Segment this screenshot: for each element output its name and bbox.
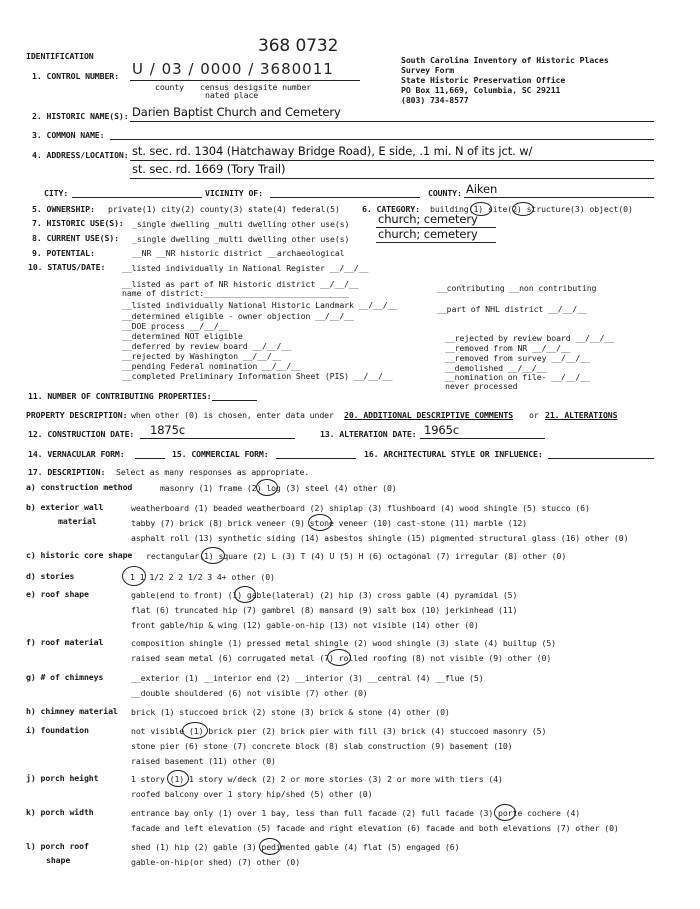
office-line-2: Survey Form — [401, 65, 455, 75]
exterior-wall-line-2: tabby (7) brick (8) brick veneer (9) stone veneer (10) cast-stone (11) marble (12) — [131, 518, 528, 528]
status-left-7: __deferred by review board __/__/__ — [122, 341, 292, 351]
status-right-top-1: __part of NHL district __/__/__ — [437, 304, 587, 314]
current-use-options: _single dwelling _multi dwelling other use(s) — [132, 234, 350, 244]
core-shape-label: c) historic core shape — [26, 550, 133, 560]
common-name-label: 3. COMMON NAME: — [32, 130, 105, 140]
status-right-5: never processed — [445, 381, 518, 391]
status-right-1: __removed from NR __/__/__ — [445, 343, 571, 353]
historic-use-label: 7. HISTORIC USE(S): — [32, 218, 124, 228]
category-label: 6. CATEGORY: — [362, 204, 420, 214]
circle-gable — [259, 838, 281, 855]
status-left-3: __listed individually National Historic Landmark __/__/__ — [122, 300, 398, 310]
city-label: CITY: — [44, 188, 69, 198]
roof-shape-line-1: gable(end to front) (1) gable(lateral) (2) hip (3) cross gable (4) pyramidal (5) — [131, 590, 518, 600]
description-text: Select as many responses as appropriate. — [116, 467, 310, 477]
exterior-wall-label-2: material — [58, 516, 97, 526]
control-number-label: 1. CONTROL NUMBER: — [32, 71, 119, 81]
porch-roof-line-2: gable-on-hip(or shed) (7) other (0) — [131, 857, 301, 867]
circle-full-facade — [494, 804, 516, 821]
exterior-wall-line-1: weatherboard (1) beaded weatherboard (2) shiplap (3) flushboard (4) wood shingle (5) stucco (6) — [131, 503, 590, 513]
foundation-label: i) foundation — [26, 725, 89, 735]
control-sub-census: census desig- — [200, 82, 263, 92]
property-description-prefix: PROPERTY DESCRIPTION: — [26, 410, 128, 420]
chimneys-line-2: __double shouldered (6) not visible (7) other (0) — [131, 688, 368, 698]
status-left-9: __pending Federal nomination __/__/__ — [122, 361, 301, 371]
circle-brick-veneer — [308, 514, 332, 531]
roof-material-label: f) roof material — [26, 637, 104, 647]
roof-material-line-2: raised seam metal (6) corrugated metal (7) rolled roofing (8) not visible (9) other (0) — [131, 653, 552, 663]
status-left-10: __completed Preliminary Information Sheet (PIS) __/__/__ — [122, 371, 393, 381]
roof-material-line-1: composition shingle (1) pressed metal shingle (2) wood shingle (3) slate (4) builtup (5) — [131, 638, 556, 648]
status-right-top-0: __contributing __non contributing — [437, 283, 597, 293]
office-line-5: (803) 734-8577 — [401, 95, 469, 105]
historic-name-label: 2. HISTORIC NAME(S): — [32, 111, 129, 121]
porch-height-label: j) porch height — [26, 773, 99, 783]
vernacular-form-label: 14. VERNACULAR FORM: — [28, 449, 125, 459]
chimney-material-options: brick (1) stuccoed brick (2) stone (3) brick & stone (4) other (0) — [131, 707, 450, 717]
status-left-4: __determined eligible - owner objection __/__/__ — [122, 311, 354, 321]
category-options: building(1) site(2) structure(3) object(0) — [430, 204, 633, 214]
chimneys-line-1: __exterior (1) __interior end (2) __interior (3) __central (4) __flue (5) — [131, 673, 484, 683]
exterior-wall-line-3: asphalt roll (13) synthetic siding (14) asbestos shingle (15) pigmented structural glass (16) other (0) — [131, 533, 629, 543]
porch-height-line-2: roofed balcony over 1 story hip/shed (5) other (0) — [131, 789, 373, 799]
foundation-line-3: raised basement (11) other (0) — [131, 756, 276, 766]
property-description-or: or — [529, 410, 539, 420]
architectural-style-label: 16. ARCHITECTURAL STYLE OR INFLUENCE: — [364, 449, 543, 459]
circle-not-visible — [182, 722, 208, 739]
current-use-label: 8. CURRENT USE(S): — [32, 233, 119, 243]
construction-method-options: masonry (1) frame (2) log (3) steel (4) other (0) — [160, 483, 397, 493]
county-value: Aiken — [466, 182, 498, 196]
control-sub-site: site number — [258, 82, 312, 92]
foundation-line-1: not visible (1) brick pier (2) brick pier with fill (3) brick (4) stuccoed masonry (5) — [131, 726, 547, 736]
historic-use-options: _single dwelling _multi dwelling other use(s) — [132, 219, 350, 229]
circle-1-story — [167, 770, 189, 787]
ownership-label: 5. OWNERSHIP: — [32, 204, 95, 214]
status-right-3: __demolished __/__/__ — [445, 363, 547, 373]
status-right-0: __rejected by review board __/__/__ — [445, 333, 615, 343]
vicinity-label: VICINITY OF: — [205, 188, 263, 198]
core-shape-options: rectangular(1) square (2) L (3) T (4) U (5) H (6) octagonal (7) irregular (8) other (0) — [146, 551, 567, 561]
property-description-text: when other (0) is chosen, enter data under — [131, 410, 334, 420]
circle-frame — [256, 479, 278, 496]
porch-width-line-2: facade and left elevation (5) facade and right elevation (6) facade and both elevations (7) other (0) — [131, 823, 619, 833]
status-label: 10. STATUS/DATE: — [28, 262, 106, 272]
porch-roof-line-1: shed (1) hip (2) gable (3) pedimented gable (4) flat (5) engaged (6) — [131, 842, 460, 852]
commercial-form-label: 15. COMMERCIAL FORM: — [172, 449, 269, 459]
construction-date-value: 1875c — [150, 423, 186, 437]
contributing-properties-label: 11. NUMBER OF CONTRIBUTING PROPERTIES: — [28, 391, 212, 401]
address-line-1: st. sec. rd. 1304 (Hatchaway Bridge Road), E side, .1 mi. N of its jct. w/ — [132, 144, 533, 158]
status-left-8: __rejected by Washington __/__/__ — [122, 351, 282, 361]
foundation-line-2: stone pier (6) stone (7) concrete block (8) slab construction (9) basement (10) — [131, 741, 513, 751]
porch-height-line-1: 1 story (1) 1 story w/deck (2) 2 or more stories (3) 2 or more with tiers (4) — [131, 774, 503, 784]
porch-roof-label: l) porch roof — [26, 841, 89, 851]
county-label: COUNTY: — [428, 188, 462, 198]
status-right-4: __nomination on file- __/__/__ — [445, 372, 590, 382]
handwritten-number: 368 0732 — [258, 36, 339, 56]
porch-width-line-1: entrance bay only (1) over 1 bay, less than full facade (2) full facade (3) porte cochere (4) — [131, 808, 581, 818]
control-number-value: U / 03 / 0000 / 3680011 — [132, 60, 334, 78]
alteration-date-value: 1965c — [424, 423, 460, 437]
construction-method-label: a) construction method — [26, 482, 133, 492]
category-circle-site — [512, 202, 534, 216]
circle-stories-1 — [122, 566, 146, 586]
address-label: 4. ADDRESS/LOCATION: — [32, 150, 129, 160]
property-description-ref1: 20. ADDITIONAL DESCRIPTIVE COMMENTS — [344, 410, 514, 420]
potential-label: 9. POTENTIAL: — [32, 248, 95, 258]
status-left-0: __listed individually in National Register __/__/__ — [122, 263, 369, 273]
construction-date-label: 12. CONSTRUCTION DATE: — [28, 429, 135, 439]
chimney-material-label: h) chimney material — [26, 706, 118, 716]
address-line-2: st. sec. rd. 1669 (Tory Trail) — [132, 162, 286, 176]
identification-heading: IDENTIFICATION — [26, 51, 94, 61]
potential-options: __NR __NR historic district __archaeological — [132, 248, 345, 258]
ownership-options: private(1) city(2) county(3) state(4) federal(5) — [108, 204, 340, 214]
historic-name-value: Darien Baptist Church and Cemetery — [132, 105, 341, 119]
property-description-ref2: 21. ALTERATIONS — [545, 410, 618, 420]
description-label: 17. DESCRIPTION: — [28, 467, 106, 477]
office-line-3: State Historic Preservation Office — [401, 75, 566, 85]
circle-gable-end — [234, 586, 256, 603]
historic-use-value: church; cemetery — [378, 212, 478, 226]
office-line-1: South Carolina Inventory of Historic Places — [401, 55, 609, 65]
status-left-5: __DOE process __/__/__ — [122, 321, 229, 331]
status-left-1: __listed as part of NR historic district __/__/__ — [122, 279, 359, 289]
control-sub-county: county — [155, 82, 184, 92]
exterior-wall-label: b) exterior wall — [26, 502, 104, 512]
current-use-value: church; cemetery — [378, 227, 478, 241]
roof-shape-label: e) roof shape — [26, 589, 89, 599]
porch-roof-label-2: shape — [46, 855, 71, 865]
alteration-date-label: 13. ALTERATION DATE: — [320, 429, 417, 439]
status-left-2: name of district:______________________________ — [122, 288, 349, 298]
porch-width-label: k) porch width — [26, 807, 94, 817]
roof-shape-line-3: front gable/hip & wing (12) gable-on-hip (13) not visible (14) other (0) — [131, 620, 479, 630]
status-right-2: __removed from survey __/__/__ — [445, 353, 590, 363]
status-left-6: __determined NOT eligible — [122, 331, 243, 341]
control-sub-census2: nated place — [205, 90, 259, 100]
circle-rectangular — [201, 547, 225, 564]
stories-label: d) stories — [26, 571, 75, 581]
roof-shape-line-2: flat (6) truncated hip (7) gambrel (8) mansard (9) salt box (10) jerkinhead (11) — [131, 605, 518, 615]
chimneys-label: g) # of chimneys — [26, 672, 104, 682]
circle-corrugated-metal — [327, 649, 351, 666]
stories-options: 1 1 1/2 2 2 1/2 3 4+ other (0) — [130, 572, 275, 582]
office-line-4: PO Box 11,669, Columbia, SC 29211 — [401, 85, 561, 95]
